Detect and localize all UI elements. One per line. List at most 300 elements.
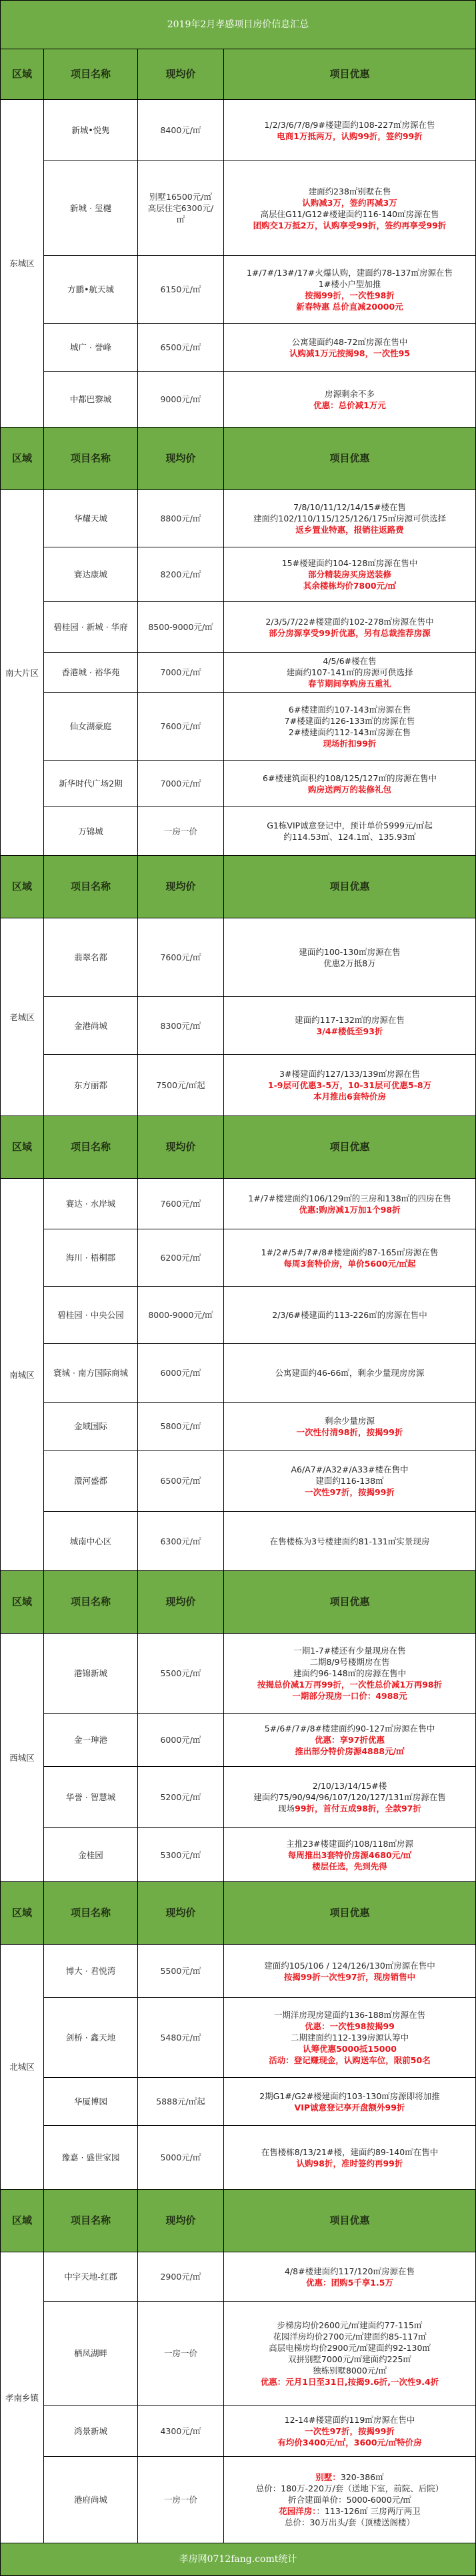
offer-line: 15#楼建面约104-128㎡房源在售中 (281, 558, 418, 568)
offer-line: 认购减3万，签约再减3万 (302, 197, 397, 208)
header-row (1, 49, 476, 100)
price-line: 9000元/㎡ (160, 394, 201, 404)
offer-line: 现场折扣99折 (323, 738, 377, 749)
price-cell (138, 1229, 224, 1287)
offer-line: 优惠：元月1日至31日,按揭9.6折,一次性9.4折 (260, 2376, 439, 2387)
price-cell (138, 1403, 224, 1450)
project-name: 城广 · 誉峰 (44, 324, 138, 372)
offer-line: 建面约96-148㎡的房源在售中 (293, 1668, 407, 1678)
offer-segment: 现场 (278, 1803, 295, 1813)
header-price: 现均价 (138, 2190, 224, 2252)
offer-line: 部分精装房买房送装修 (307, 569, 391, 579)
offer-cell (224, 602, 476, 653)
offer-line: 折合建面单价：5000-6000元/㎡ (288, 2495, 411, 2505)
project-name: 方鹏•航天城 (44, 256, 138, 324)
offer-line: 2/10/13/14/15#楼 (312, 1781, 387, 1791)
price-cell (138, 693, 224, 761)
project-name: 东方丽都 (44, 1055, 138, 1116)
offer-line: 公寓建面约46-66㎡，剩余少量现房房源 (275, 1368, 425, 1378)
table-row (1, 807, 476, 856)
project-name: 中都巴黎城 (44, 372, 138, 428)
offer-line: 其余楼栋均价7800元/㎡ (303, 581, 397, 591)
offer-line (225, 1803, 474, 1814)
header-price: 现均价 (138, 49, 224, 100)
price-line: 4300元/㎡ (160, 2425, 201, 2436)
offer-cell (224, 1344, 476, 1403)
offer-line: 电商1万抵两万，认购99折，签约99折 (277, 131, 423, 141)
header-price: 现均价 (138, 856, 224, 918)
price-cell (138, 1055, 224, 1116)
table-row (1, 2406, 476, 2457)
offer-line: 楼层任选，先到先得 (312, 1861, 387, 1871)
offer-line: 建面约102/110/115/125/126/175㎡房源可供选择 (253, 513, 447, 523)
price-cell (138, 1344, 224, 1403)
price-line: 5888元/㎡起 (156, 2096, 205, 2106)
price-line: 6000元/㎡ (160, 1368, 201, 1378)
offer-line: 优惠：一次性98按揭99 (305, 2021, 395, 2031)
header-district: 区域 (1, 2190, 44, 2252)
footer-credit: 孝房网0712fang.comt统计 (1, 2543, 476, 2576)
offer-line (225, 2471, 474, 2483)
price-line: 5000元/㎡ (160, 2152, 201, 2162)
offer-line: 按揭总价减1万再99折，一次性总价减1万再98折 (257, 1680, 443, 1690)
header-district: 区域 (1, 1882, 44, 1945)
offer-cell (224, 1634, 476, 1714)
price-cell (138, 2078, 224, 2126)
district-cell: 南城区 (1, 1179, 44, 1571)
header-price: 现均价 (138, 1571, 224, 1634)
project-name: 赛达 · 水岸城 (44, 1179, 138, 1229)
offer-line: 返乡置业特惠，报销往返路费 (295, 525, 404, 535)
table-row (1, 2126, 476, 2190)
offer-line: 在售楼栋8/13/21#楼，建面约89-140㎡在售中 (261, 2146, 439, 2157)
price-cell (138, 1945, 224, 1998)
offer-line: 2#楼建面约112-143㎡房源在售 (288, 727, 411, 737)
project-name: 华耀天城 (44, 490, 138, 547)
price-line: 一房一价 (163, 826, 197, 836)
offer-cell (224, 1945, 476, 1998)
offer-cell (224, 372, 476, 428)
offer-line: 建面约100-130㎡房源在售 (299, 946, 401, 957)
table-row (1, 1287, 476, 1344)
offer-line: 活动：登记赚现金，认购送车位，限前50名 (269, 2055, 431, 2065)
table-row (1, 2457, 476, 2543)
offer-line: 按揭99折一次性97折，现房销售中 (283, 1971, 416, 1982)
offer-line: 每周3套特价房，单价5600元/㎡起 (283, 1258, 416, 1269)
offer-cell (224, 1179, 476, 1229)
project-name: 新城 · 玺樾 (44, 161, 138, 256)
table-row (1, 1179, 476, 1229)
price-cell (138, 1714, 224, 1767)
price-cell (138, 1287, 224, 1344)
offer-cell (224, 1828, 476, 1882)
offer-line: 7/8/10/11/12/14/15#楼在售 (293, 502, 406, 512)
offer-line: 在售楼栋为3号楼建面约81-131㎡实景现房 (269, 1536, 430, 1546)
district-cell: 老城区 (1, 918, 44, 1116)
header-row (1, 428, 476, 490)
offer-line: 春节期间享购房五重礼 (307, 679, 391, 689)
offer-line: 按揭99折，一次性98折 (305, 290, 395, 300)
price-cell (138, 602, 224, 653)
price-line: 8300元/㎡ (160, 1020, 201, 1031)
table-row (1, 490, 476, 547)
price-line: 6150元/㎡ (160, 284, 201, 294)
offer-line: 优惠：团购5千享1.5万 (306, 2277, 393, 2288)
header-offer: 项目优惠 (224, 428, 476, 490)
offer-cell (224, 1512, 476, 1571)
header-project: 项目名称 (44, 856, 138, 918)
table-row (1, 2078, 476, 2126)
price-cell (138, 2406, 224, 2457)
offer-cell (224, 1229, 476, 1287)
offer-line: 优惠：总价减1万元 (313, 400, 386, 410)
offer-cell (224, 490, 476, 547)
offer-line: 二期建面约112-139房源认筹中 (290, 2033, 409, 2043)
price-cell (138, 653, 224, 693)
price-line: 6500元/㎡ (160, 342, 201, 352)
offer-cell (224, 324, 476, 372)
price-cell (138, 2126, 224, 2190)
table-row (1, 1229, 476, 1287)
price-line: 5480元/㎡ (160, 2033, 201, 2043)
table-row (1, 602, 476, 653)
price-cell (138, 161, 224, 256)
price-cell (138, 324, 224, 372)
offer-line: 双拼别墅7000元/㎡建面约225㎡ (288, 2354, 411, 2364)
header-offer: 项目优惠 (224, 49, 476, 100)
footer-row (1, 2543, 476, 2576)
offer-line: 一期1-7#楼还有少量现房在售 (293, 1646, 406, 1656)
table-row (1, 997, 476, 1055)
project-name: 万锦城 (44, 807, 138, 856)
header-district: 区域 (1, 428, 44, 490)
offer-line: 1#/7#楼建面约106/129㎡的三房和138㎡的四房在售 (248, 1193, 451, 1203)
offer-line: 一次性97折，按揭99折 (305, 1487, 395, 1497)
offer-cell (224, 918, 476, 997)
offer-line: 建面约116-138㎡ (315, 1476, 384, 1486)
price-line: 8000-9000元/㎡ (148, 1310, 213, 1320)
offer-line: 建面约105/106 / 124/126/130㎡房源在售中 (264, 1960, 435, 1971)
price-line: 7000元/㎡ (160, 779, 201, 789)
price-cell (138, 100, 224, 161)
offer-line: 约114.53㎡、124.1㎡、135.93㎡ (283, 832, 416, 842)
table-row (1, 1634, 476, 1714)
price-line: 7600元/㎡ (160, 721, 201, 731)
offer-line: 独栋别墅8000元/㎡ (312, 2365, 387, 2376)
price-cell (138, 918, 224, 997)
offer-line: 1#/7#/13#/17#火爆认购，建面约78-137㎡房源在售 (246, 267, 453, 278)
offer-line: 4/8#楼建面约117/120㎡房源在售 (284, 2266, 415, 2276)
offer-line: 本月推出6套特价房 (313, 1092, 386, 1102)
offer-line: 新春特惠 总价直减20000元 (296, 301, 403, 312)
offer-line: 一期洋房现房建面约136-188㎡房源在售 (273, 2010, 426, 2020)
offer-cell (224, 997, 476, 1055)
table-row (1, 547, 476, 602)
header-row (1, 1116, 476, 1179)
project-name: 澴河盛都 (44, 1450, 138, 1512)
project-name: 新城•悦隽 (44, 100, 138, 161)
offer-segment: ：113-126㎡ 三房两厅两卫 (316, 2506, 421, 2516)
header-project: 项目名称 (44, 1571, 138, 1634)
offer-cell (224, 2406, 476, 2457)
offer-line: 7#楼建面约126-133㎡的房源在售 (284, 715, 415, 726)
price-line: 5500元/㎡ (160, 1668, 201, 1678)
project-name: 金港尚城 (44, 997, 138, 1055)
offer-segment: 别墅： (315, 2472, 341, 2482)
offer-line: 总价：180万-220万/套（送地下室，前院、后院） (255, 2483, 444, 2493)
header-price: 现均价 (138, 428, 224, 490)
project-name: 港府尚城 (44, 2457, 138, 2543)
offer-line: 一期部分现房一口价：4988元 (292, 1691, 407, 1701)
table-row (1, 693, 476, 761)
offer-line: 优惠2万抵8万 (323, 958, 376, 968)
offer-line: 6#楼建筑面积约108/125/127㎡的房源在售中 (263, 773, 437, 783)
project-name: 碧桂园 · 新城 · 华府 (44, 602, 138, 653)
offer-line: 高层住G11/G12#楼建面约116-140㎡房源在售 (260, 208, 439, 219)
project-name: 豫嘉 · 盛世家园 (44, 2126, 138, 2190)
project-name: 新华时代广场2期 (44, 761, 138, 807)
offer-line: 总价：30万出头/套（顶楼送阁楼） (284, 2517, 415, 2527)
offer-line: 一次性97折，按揭99折 (305, 2425, 395, 2436)
table-row (1, 2252, 476, 2302)
price-cell (138, 256, 224, 324)
offer-cell (224, 807, 476, 856)
offer-cell (224, 2457, 476, 2543)
header-project: 项目名称 (44, 428, 138, 490)
table-row (1, 1767, 476, 1828)
table-row (1, 653, 476, 693)
project-name: 金桂园 (44, 1828, 138, 1882)
offer-line: 高层电梯房均价2900元/㎡建面约92-130㎡ (269, 2342, 431, 2353)
price-line: 高层住宅6300元/ (147, 203, 214, 213)
offer-line: 1#/2#/5#/7#/8#楼建面约87-165㎡房源在售 (261, 1247, 439, 1257)
project-name: 港锦新城 (44, 1634, 138, 1714)
table-row (1, 761, 476, 807)
project-name: 赛达康城 (44, 547, 138, 602)
offer-line: 建面约238㎡别墅在售 (308, 186, 391, 196)
offer-line: 主推23#楼建面约108/118㎡房源 (286, 1838, 413, 1849)
price-cell (138, 2252, 224, 2302)
offer-line: 5#/6#/7#/8#楼建面约90-127㎡房源在售中 (264, 1724, 435, 1734)
price-cell (138, 1450, 224, 1512)
project-name: 金域国际 (44, 1403, 138, 1450)
offer-cell (224, 653, 476, 693)
project-name: 华誉 · 智慧城 (44, 1767, 138, 1828)
header-project: 项目名称 (44, 49, 138, 100)
header-project: 项目名称 (44, 1882, 138, 1945)
offer-line: 优惠：享97折优惠 (315, 1735, 385, 1745)
offer-cell (224, 1714, 476, 1767)
price-cell (138, 1767, 224, 1828)
offer-line: A6/A7#/A32#/A33#楼在售中 (291, 1464, 409, 1474)
header-offer: 项目优惠 (224, 2190, 476, 2252)
offer-line: 6#楼建面约107-143㎡房源在售 (288, 704, 411, 715)
offer-cell (224, 1450, 476, 1512)
offer-line: 部分房源享受99折优惠，另有总裁推荐房源 (269, 627, 431, 638)
header-district: 区域 (1, 1116, 44, 1179)
header-price: 现均价 (138, 1882, 224, 1945)
price-line: 一房一价 (163, 2348, 197, 2358)
header-project: 项目名称 (44, 1116, 138, 1179)
offer-line: 2/3/6#楼建面约113-226㎡的房源在售中 (272, 1310, 427, 1320)
price-line: 5300元/㎡ (160, 1849, 201, 1860)
project-name: 剑桥 · 鑫天地 (44, 1998, 138, 2078)
price-line: 6000元/㎡ (160, 1735, 201, 1745)
offer-line: 剩余少量房源 (324, 1415, 375, 1426)
offer-line: 花园洋房均价2700元/㎡建面约85-117㎡ (273, 2331, 427, 2342)
offer-line: 认购98折，准时签约再99折 (296, 2158, 403, 2168)
project-name: 仙女湖豪庭 (44, 693, 138, 761)
price-cell (138, 807, 224, 856)
offer-line: 认购减1万元按揭98，一次性95 (289, 348, 410, 358)
district-cell: 东城区 (1, 100, 44, 428)
project-name: 中宇天地-红郡 (44, 2252, 138, 2302)
project-name: 金一珅港 (44, 1714, 138, 1767)
price-line: 一房一价 (163, 2495, 197, 2505)
offer-line: 1#楼小户型加推 (318, 278, 381, 289)
offer-line: 公寓建面约48-72㎡房源在售中 (291, 336, 408, 347)
offer-cell (224, 2078, 476, 2126)
price-line: 8200元/㎡ (160, 569, 201, 579)
offer-cell (224, 1287, 476, 1344)
project-name: 城南中心区 (44, 1512, 138, 1571)
price-line: ㎡ (176, 214, 185, 224)
project-name: 鸿景新城 (44, 2406, 138, 2457)
header-row (1, 856, 476, 918)
price-cell (138, 1828, 224, 1882)
price-cell (138, 1998, 224, 2078)
price-line: 6500元/㎡ (160, 1476, 201, 1486)
table-row (1, 918, 476, 997)
offer-line: 购房送两万的装修礼包 (307, 784, 391, 795)
offer-segment: 99折，首付五成98折，全款97折 (295, 1803, 421, 1813)
project-name: 翡翠名都 (44, 918, 138, 997)
table-row (1, 1998, 476, 2078)
price-line: 2900元/㎡ (160, 2272, 201, 2282)
offer-line: 团购交1万抵2万，认购享受99折，签约再享受99折 (253, 220, 447, 230)
offer-cell (224, 1767, 476, 1828)
price-line: 8400元/㎡ (160, 125, 201, 135)
district-cell: 西城区 (1, 1634, 44, 1882)
price-line: 别墅16500元/㎡ (149, 192, 212, 202)
offer-cell (224, 1998, 476, 2078)
price-line: 6200元/㎡ (160, 1253, 201, 1263)
price-cell (138, 1512, 224, 1571)
price-line: 5500元/㎡ (160, 1966, 201, 1976)
offer-cell (224, 2252, 476, 2302)
project-name: 寰城 · 南方国际商城 (44, 1344, 138, 1403)
table-row (1, 1450, 476, 1512)
price-line: 8500-9000元/㎡ (148, 622, 213, 632)
district-cell: 南大片区 (1, 490, 44, 856)
offer-line: 1/2/3/6/7/8/9#楼建面约108-227㎡房源在售 (264, 119, 435, 130)
table-row (1, 2302, 476, 2406)
header-district: 区域 (1, 1571, 44, 1634)
project-name: 香港城 · 裕华苑 (44, 653, 138, 693)
offer-line: 3/4#楼低至93折 (316, 1026, 383, 1036)
table-row (1, 1512, 476, 1571)
price-line: 5200元/㎡ (160, 1792, 201, 1802)
district-cell: 北城区 (1, 1945, 44, 2190)
offer-line: 建面约75/90/94/96/107/120/127/131㎡房源在售 (253, 1792, 446, 1802)
offer-cell (224, 547, 476, 602)
price-cell (138, 547, 224, 602)
offer-line: 推出部分特价房源4888元/㎡ (295, 1746, 405, 1756)
project-name: 栖凤湖畔 (44, 2302, 138, 2406)
table-row (1, 372, 476, 428)
price-line: 7000元/㎡ (160, 667, 201, 677)
header-offer: 项目优惠 (224, 1116, 476, 1179)
offer-line: 12-14#楼建面约119㎡房源在售中 (284, 2414, 415, 2425)
offer-line: 有均价3400元/㎡，3600元/㎡特价房 (277, 2437, 422, 2447)
price-line: 5800元/㎡ (160, 1421, 201, 1431)
header-district: 区域 (1, 856, 44, 918)
district-cell: 孝南乡镇 (1, 2252, 44, 2543)
offer-line: 二期8/9号楼期房在售 (309, 1657, 390, 1667)
offer-line: 建面约117-132㎡的房源在售 (295, 1015, 405, 1025)
price-cell (138, 490, 224, 547)
price-line: 7600元/㎡ (160, 952, 201, 962)
offer-cell (224, 1055, 476, 1116)
price-line: 7600元/㎡ (160, 1199, 201, 1209)
header-offer: 项目优惠 (224, 1571, 476, 1634)
price-cell (138, 761, 224, 807)
header-row (1, 1571, 476, 1634)
offer-line: 每周推出3套特价房源4680元/㎡ (287, 1849, 412, 1860)
offer-cell (224, 2302, 476, 2406)
table-row (1, 324, 476, 372)
header-row (1, 2190, 476, 2252)
price-line: 8800元/㎡ (160, 513, 201, 523)
header-offer: 项目优惠 (224, 1882, 476, 1945)
offer-line: 2/3/5/7/22#楼建面约102-278㎡房源在售中 (265, 616, 434, 627)
project-name: 碧桂园 · 中央公园 (44, 1287, 138, 1344)
offer-line: 1-9层可优惠3-5万，10-31层可优惠5-8万 (267, 1080, 432, 1090)
page-title: 2019年2月孝感项目房价信息汇总 (1, 1, 476, 49)
offer-line: 一次性付清98折，按揭99折 (296, 1427, 403, 1437)
header-district: 区域 (1, 49, 44, 100)
table-row (1, 1403, 476, 1450)
offer-line: 建面约107-141㎡的房源可供选择 (286, 667, 413, 677)
table-row (1, 1945, 476, 1998)
header-price: 现均价 (138, 1116, 224, 1179)
price-line: 7500元/㎡起 (156, 1080, 205, 1090)
table-row (1, 1828, 476, 1882)
project-name: 海川 · 梧桐郡 (44, 1229, 138, 1287)
price-line: 6300元/㎡ (160, 1536, 201, 1546)
offer-segment: 花园洋房： (279, 2506, 317, 2516)
offer-line: G1栋VIP诚意登记中，预计单价5999元/㎡起 (267, 820, 433, 830)
title-row (1, 1, 476, 49)
offer-line: 3#楼建面约127/133/139㎡房源在售 (279, 1069, 420, 1079)
table-row (1, 100, 476, 161)
offer-line: 2期G1#/G2#楼建面约103-130㎡房源即将加推 (259, 2091, 440, 2101)
offer-line: 认筹优惠5000抵15000 (303, 2044, 397, 2054)
offer-cell (224, 761, 476, 807)
offer-cell (224, 1403, 476, 1450)
price-cell (138, 2457, 224, 2543)
offer-line: VIP诚意登记享开盘额外99折 (294, 2102, 405, 2112)
price-cell (138, 372, 224, 428)
offer-cell (224, 161, 476, 256)
offer-cell (224, 256, 476, 324)
table-row (1, 1344, 476, 1403)
header-project: 项目名称 (44, 2190, 138, 2252)
table-row (1, 161, 476, 256)
offer-line (225, 2505, 474, 2517)
price-cell (138, 997, 224, 1055)
header-offer: 项目优惠 (224, 856, 476, 918)
